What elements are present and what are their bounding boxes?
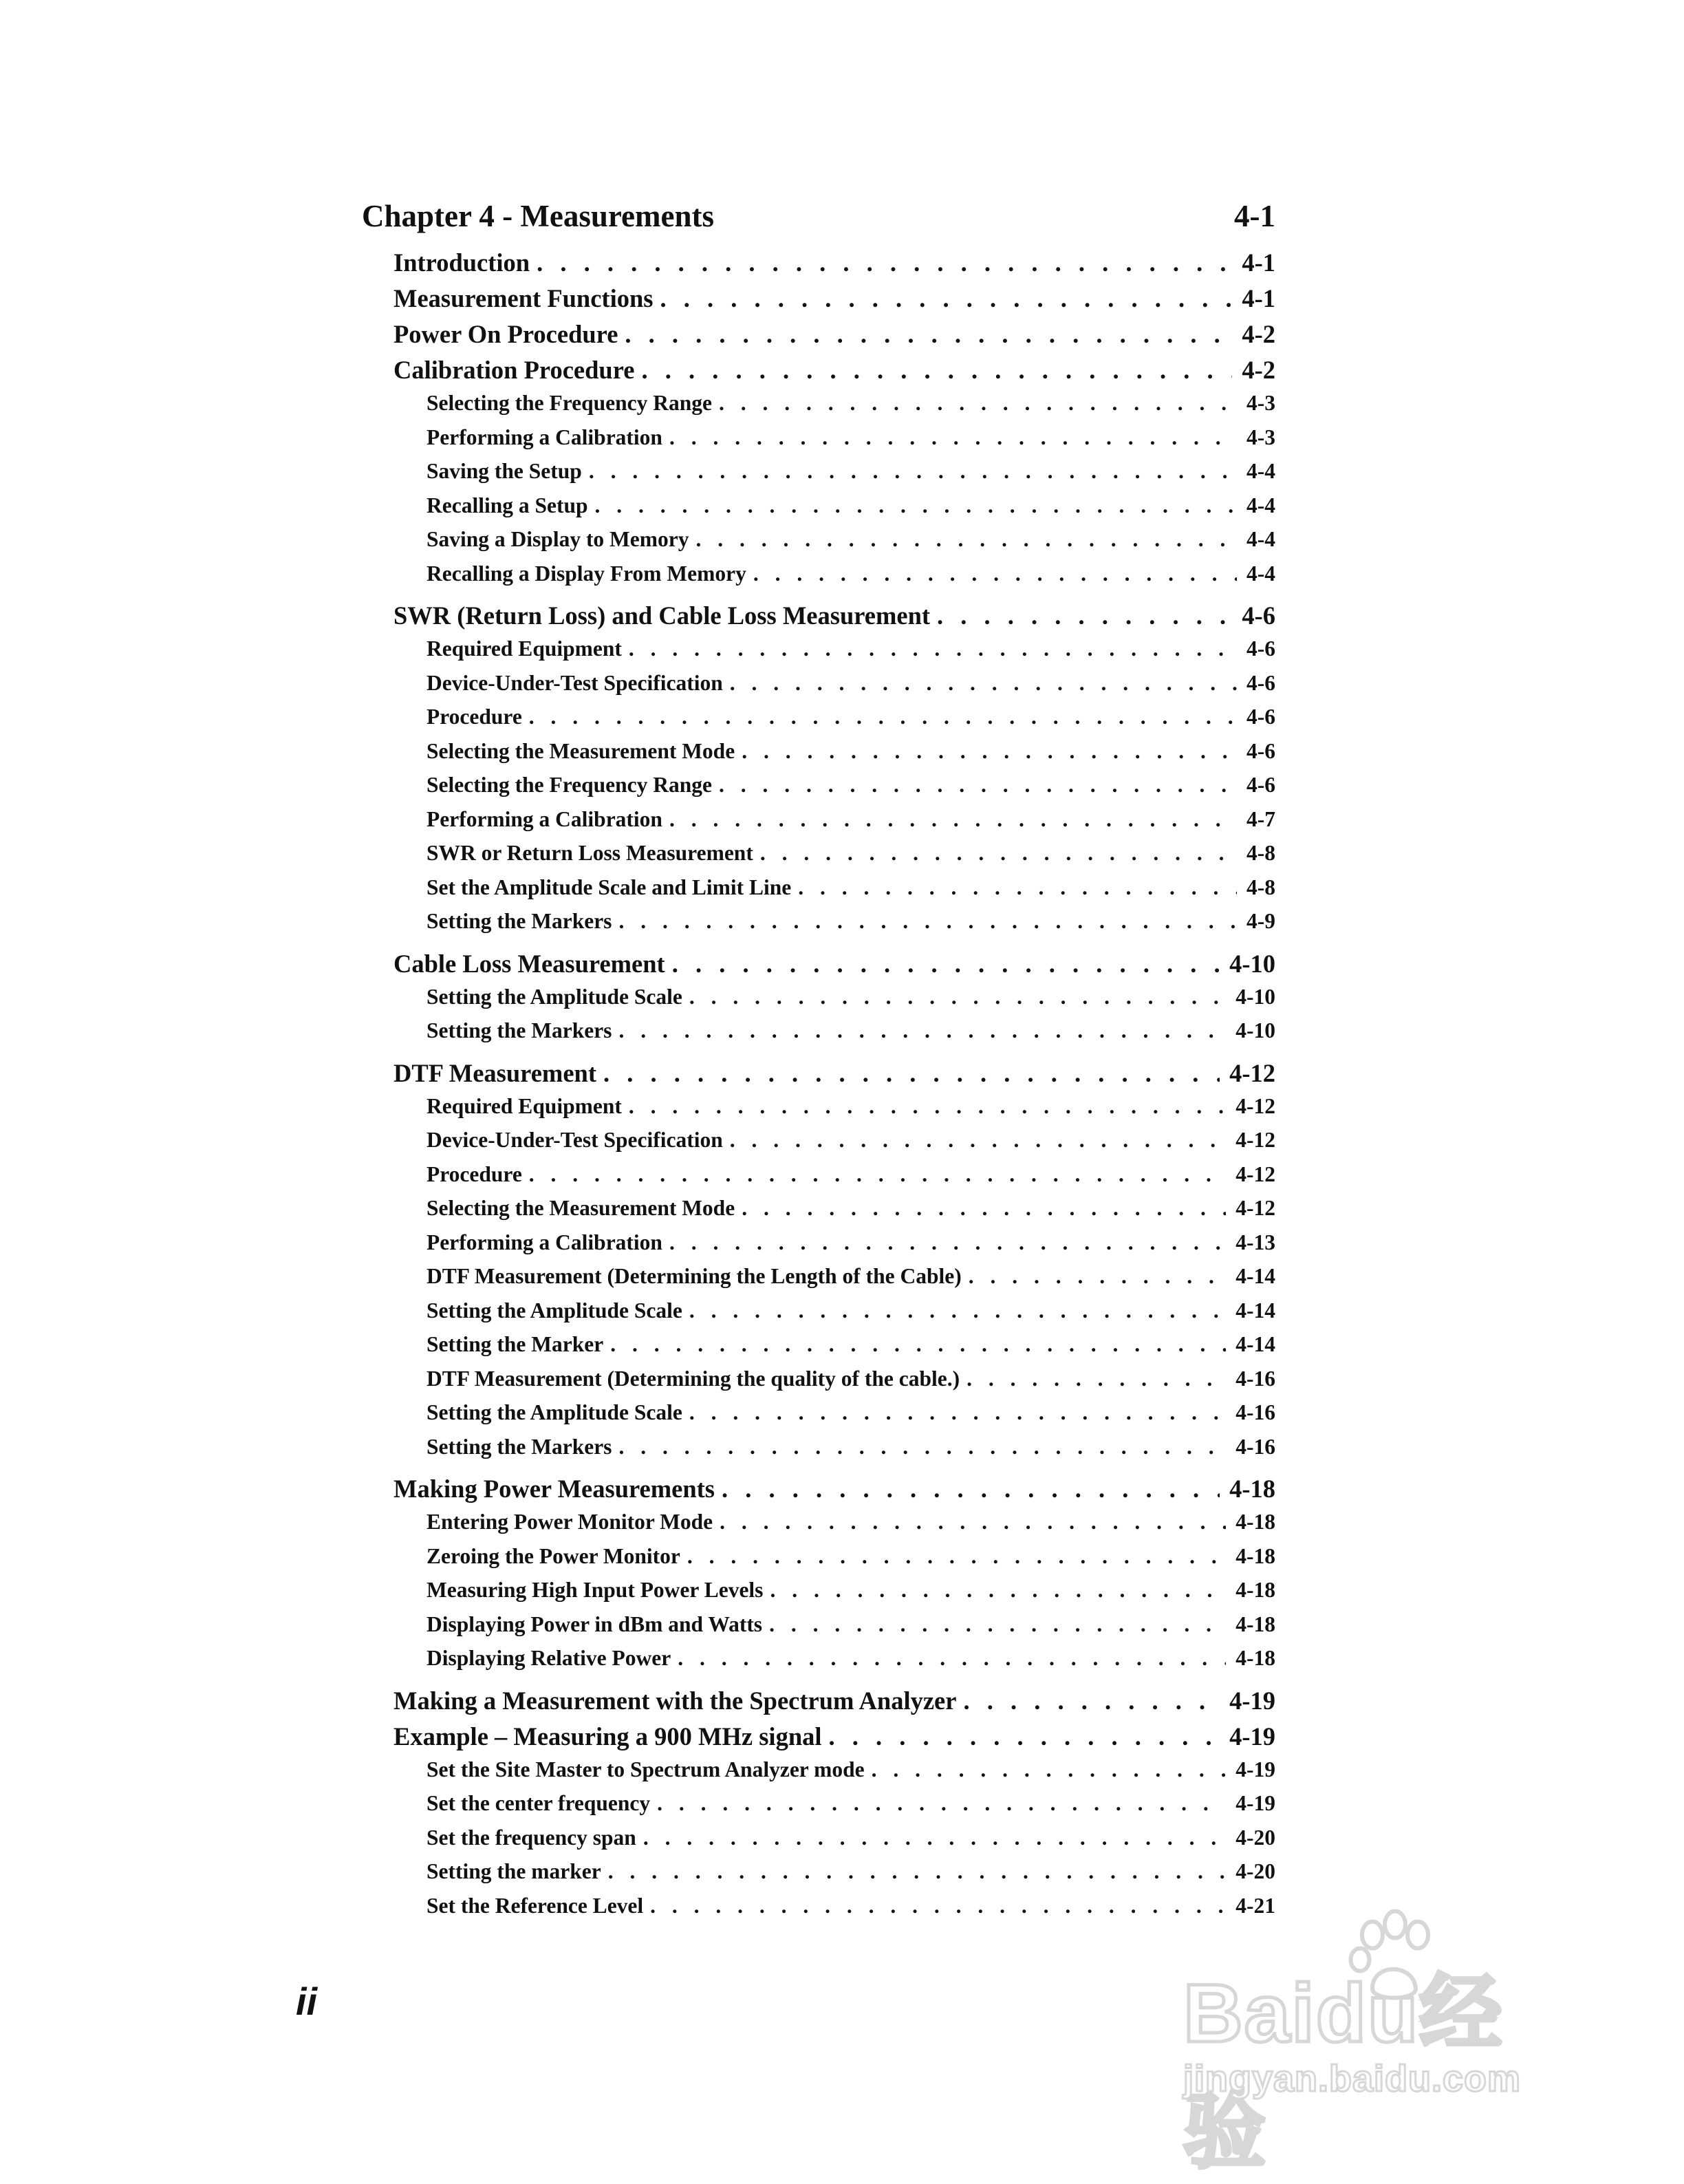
dot-leader [522, 1162, 1226, 1187]
toc-entry-title: Recalling a Display From Memory [427, 561, 746, 586]
toc-subsection-entry[interactable] [427, 459, 1275, 493]
toc-entry-page: 4-8 [1246, 875, 1275, 899]
toc-entry-title: Zeroing the Power Monitor [427, 1543, 680, 1568]
dot-leader [865, 1757, 1227, 1782]
toc-entry-page: 4-12 [1235, 1093, 1275, 1118]
toc-entry-title: Selecting the Frequency Range [427, 391, 712, 415]
toc-entry-title: Performing a Calibration [427, 425, 662, 449]
toc-entry-page: 4-18 [1235, 1543, 1275, 1568]
toc-section-entry[interactable] [393, 355, 1275, 391]
toc-subsection-entry[interactable] [427, 1612, 1275, 1647]
toc-entry-title: Measurement Functions [393, 284, 654, 312]
toc-entry-page: 4-14 [1235, 1298, 1275, 1323]
toc-subsection-entry[interactable] [427, 807, 1275, 842]
dot-leader [588, 493, 1237, 518]
dot-leader [723, 671, 1237, 696]
toc-entry-title: Entering Power Monitor Mode [427, 1510, 713, 1534]
toc-entry-page: 4-4 [1246, 561, 1275, 586]
toc-section-entry[interactable] [393, 949, 1275, 985]
toc-entry-title: Procedure [427, 705, 522, 729]
toc-entry-title: Recalling a Setup [427, 493, 588, 517]
toc-entry-title: Procedure [427, 1161, 522, 1186]
toc-subsection-entry[interactable] [427, 1435, 1275, 1469]
dot-leader [962, 1264, 1227, 1289]
toc-entry-title: Introduction [393, 248, 530, 277]
toc-subsection-entry[interactable] [427, 1018, 1275, 1053]
dot-leader [682, 1298, 1226, 1323]
toc-entry-page: 4-3 [1246, 425, 1275, 449]
toc-entry-page: 4-18 [1229, 1475, 1275, 1503]
toc-subsection-entry[interactable] [427, 1859, 1275, 1894]
toc-entry-title: Power On Procedure [393, 320, 618, 348]
toc-entry-title: DTF Measurement [393, 1058, 596, 1087]
toc-entry-page: 4-8 [1246, 841, 1275, 865]
toc-entry-title: Displaying Relative Power [427, 1646, 671, 1670]
toc-entry-title: Making a Measurement with the Spectrum Analyzer [393, 1686, 957, 1715]
dot-leader [622, 636, 1237, 661]
toc-entry-title: DTF Measurement (Determining the Length of the Cable) [427, 1264, 962, 1288]
toc-entry-page: 4-3 [1246, 391, 1275, 415]
toc-subsection-entry[interactable] [427, 493, 1275, 528]
toc-entry-title: Setting the Amplitude Scale [427, 1400, 682, 1424]
dot-leader [612, 909, 1237, 934]
toc-subsection-entry[interactable] [427, 1332, 1275, 1367]
toc-subsection-entry[interactable] [427, 527, 1275, 561]
toc-entry-title: Required Equipment [427, 636, 622, 661]
toc-section-entry[interactable] [393, 1686, 1275, 1722]
toc-subsection-entry[interactable] [427, 391, 1275, 425]
toc-entry-page: 4-1 [1242, 248, 1275, 277]
toc-entry-page: 4-2 [1242, 320, 1275, 348]
toc-entry-title: Set the center frequency [427, 1791, 651, 1815]
toc-entry-title: Saving the Setup [427, 459, 582, 483]
dot-leader [712, 773, 1237, 797]
toc-entry-title: Set the Site Master to Spectrum Analyzer mode [427, 1757, 865, 1781]
toc-entry-title: Selecting the Measurement Mode [427, 1196, 735, 1220]
toc-entry-page: 4-10 [1235, 984, 1275, 1009]
dot-leader [713, 1510, 1226, 1534]
dot-leader [622, 1094, 1226, 1119]
toc-entry-title: Device-Under-Test Specification [427, 1128, 723, 1152]
toc-subsection-entry[interactable] [427, 909, 1275, 943]
toc-entry-page: 4-20 [1235, 1859, 1275, 1883]
toc-subsection-entry[interactable] [427, 739, 1275, 773]
toc-entry-title: Set the frequency span [427, 1825, 636, 1850]
toc-subsection-entry[interactable] [427, 1757, 1275, 1792]
toc-section-entry[interactable] [393, 1058, 1275, 1094]
toc-subsection-entry[interactable] [427, 1510, 1275, 1544]
toc-subsection-entry[interactable] [427, 1128, 1275, 1162]
dot-leader [643, 1894, 1226, 1918]
toc-entry-page: 4-16 [1235, 1434, 1275, 1459]
dot-leader [735, 1196, 1226, 1221]
watermark-logo: Baidu经验 [1183, 1967, 1504, 2178]
toc-subsection-entry[interactable] [427, 1791, 1275, 1826]
toc-entry-page: 4-12 [1235, 1128, 1275, 1152]
toc-subsection-entry[interactable] [427, 561, 1275, 596]
toc-entry-page: 4-19 [1229, 1722, 1275, 1751]
toc-section-entry[interactable] [393, 319, 1275, 355]
toc-subsection-entry[interactable] [427, 1578, 1275, 1612]
toc-subsection-entry[interactable] [427, 1162, 1275, 1197]
dot-leader [612, 1435, 1226, 1459]
toc-entry-title: Selecting the Measurement Mode [427, 738, 735, 763]
toc-entry-title: Setting the Markers [427, 1434, 612, 1459]
dot-leader [636, 1826, 1226, 1850]
toc-entry-title: Setting the Amplitude Scale [427, 984, 682, 1009]
toc-section-entry[interactable] [393, 248, 1275, 283]
toc-subsection-entry[interactable] [427, 1826, 1275, 1860]
toc-subsection-entry[interactable] [427, 705, 1275, 739]
toc-entry-page: 4-6 [1246, 738, 1275, 763]
chapter-title: Chapter 4 - Measurements [362, 199, 715, 233]
toc-entry-page: 4-18 [1235, 1646, 1275, 1670]
toc-subsection-entry[interactable] [427, 1646, 1275, 1680]
toc-entry-page: 4-19 [1235, 1757, 1275, 1781]
dot-leader [689, 527, 1238, 552]
toc-entry-page: 4-19 [1229, 1686, 1275, 1715]
toc-entry-page: 4-2 [1242, 356, 1275, 384]
toc-entry-page: 4-6 [1246, 670, 1275, 695]
dot-leader [753, 841, 1237, 866]
dot-leader [662, 807, 1237, 832]
toc-entry-title: Example – Measuring a 900 MHz signal [393, 1722, 822, 1751]
toc-entry-page: 4-12 [1235, 1161, 1275, 1186]
dot-leader [930, 601, 1232, 630]
toc-subsection-entry[interactable] [427, 636, 1275, 671]
toc-subsection-entry[interactable] [427, 1400, 1275, 1435]
toc-entry-title: Displaying Power in dBm and Watts [427, 1612, 763, 1636]
toc-entry-page: 4-6 [1246, 773, 1275, 797]
toc-subsection-entry[interactable] [427, 1544, 1275, 1578]
toc-subsection-entry[interactable] [427, 1264, 1275, 1298]
dot-leader [634, 355, 1232, 385]
dot-leader [723, 1128, 1227, 1153]
dot-leader [650, 1791, 1226, 1816]
page-number: ii [296, 1980, 318, 2023]
toc-entry-page: 4-13 [1235, 1230, 1275, 1254]
dot-leader [680, 1544, 1226, 1569]
chapter-heading [362, 198, 1275, 234]
dot-leader [653, 283, 1232, 313]
table-of-contents [362, 248, 1275, 1927]
toc-entry-page: 4-19 [1235, 1791, 1275, 1815]
toc-section-entry[interactable] [393, 1474, 1275, 1510]
toc-entry-page: 4-4 [1246, 493, 1275, 517]
toc-entry-title: SWR or Return Loss Measurement [427, 841, 753, 865]
toc-entry-title: Setting the Marker [427, 1332, 604, 1356]
toc-entry-page: 4-12 [1235, 1196, 1275, 1220]
toc-entry-title: Set the Amplitude Scale and Limit Line [427, 875, 792, 899]
toc-entry-title: Making Power Measurements [393, 1475, 715, 1503]
dot-leader [596, 1058, 1220, 1088]
toc-entry-page: 4-4 [1246, 527, 1275, 551]
toc-entry-title: Setting the marker [427, 1859, 601, 1883]
toc-entry-page: 4-10 [1229, 949, 1275, 978]
dot-leader [618, 319, 1232, 349]
dot-leader [715, 1474, 1220, 1503]
chapter-page: 4-1 [1234, 199, 1275, 233]
toc-entry-page: 4-1 [1242, 284, 1275, 312]
toc-entry-page: 4-18 [1235, 1612, 1275, 1636]
dot-leader [682, 985, 1226, 1009]
toc-entry-title: DTF Measurement (Determining the quality of the cable.) [427, 1366, 960, 1391]
toc-entry-title: Cable Loss Measurement [393, 949, 665, 978]
dot-leader [822, 1722, 1220, 1751]
toc-entry-page: 4-9 [1246, 909, 1275, 933]
dot-leader [612, 1018, 1226, 1043]
toc-entry-page: 4-6 [1242, 601, 1275, 630]
toc-subsection-entry[interactable] [427, 1298, 1275, 1333]
toc-entry-page: 4-6 [1246, 636, 1275, 661]
toc-entry-page: 4-12 [1229, 1058, 1275, 1087]
dot-leader [662, 425, 1237, 450]
dot-leader [682, 1400, 1226, 1425]
toc-section-entry[interactable] [393, 601, 1275, 636]
toc-entry-page: 4-4 [1246, 459, 1275, 483]
dot-leader [763, 1578, 1226, 1603]
dot-leader [960, 1367, 1226, 1391]
toc-section-entry[interactable] [393, 1722, 1275, 1757]
dot-leader [735, 739, 1237, 764]
toc-entry-title: Required Equipment [427, 1093, 622, 1118]
toc-entry-page: 4-16 [1235, 1400, 1275, 1424]
toc-entry-page: 4-21 [1235, 1893, 1275, 1918]
toc-entry-page: 4-20 [1235, 1825, 1275, 1850]
toc-subsection-entry[interactable] [427, 1230, 1275, 1265]
dot-leader [662, 1230, 1226, 1255]
toc-subsection-entry[interactable] [427, 985, 1275, 1019]
toc-entry-title: Performing a Calibration [427, 806, 662, 831]
dot-leader [522, 705, 1237, 729]
toc-entry-title: Setting the Markers [427, 1018, 612, 1042]
watermark-url: jingyan.baidu.com [1183, 2058, 1522, 2099]
dot-leader [762, 1612, 1226, 1637]
toc-subsection-entry[interactable] [427, 875, 1275, 910]
toc-entry-page: 4-14 [1235, 1332, 1275, 1356]
toc-entry-title: Set the Reference Level [427, 1893, 644, 1918]
toc-entry-title: Setting the Markers [427, 909, 612, 933]
toc-entry-title: Device-Under-Test Specification [427, 670, 723, 695]
toc-subsection-entry[interactable] [427, 841, 1275, 875]
toc-subsection-entry[interactable] [427, 1196, 1275, 1230]
toc-entry-title: Performing a Calibration [427, 1230, 662, 1254]
baidu-watermark [1169, 1906, 1582, 2178]
dot-leader [601, 1859, 1227, 1884]
toc-entry-page: 4-18 [1235, 1510, 1275, 1534]
toc-entry-title: Calibration Procedure [393, 356, 635, 384]
toc-entry-title: Selecting the Frequency Range [427, 773, 712, 797]
toc-entry-title: SWR (Return Loss) and Cable Loss Measurement [393, 601, 931, 630]
toc-subsection-entry[interactable] [427, 1367, 1275, 1401]
dot-leader [956, 1686, 1220, 1715]
dot-leader [746, 561, 1237, 586]
dot-leader [671, 1646, 1226, 1671]
dot-leader [530, 248, 1232, 277]
toc-entry-page: 4-16 [1235, 1366, 1275, 1391]
toc-subsection-entry[interactable] [427, 1094, 1275, 1128]
toc-entry-page: 4-10 [1235, 1018, 1275, 1042]
toc-subsection-entry[interactable] [427, 773, 1275, 807]
dot-leader [582, 459, 1237, 484]
toc-entry-title: Measuring High Input Power Levels [427, 1578, 764, 1602]
toc-entry-title: Setting the Amplitude Scale [427, 1298, 682, 1323]
toc-entry-page: 4-18 [1235, 1578, 1275, 1602]
toc-subsection-entry[interactable] [427, 1894, 1275, 1928]
dot-leader [603, 1332, 1226, 1357]
toc-subsection-entry[interactable] [427, 425, 1275, 460]
dot-leader [712, 391, 1237, 416]
toc-entry-title: Saving a Display to Memory [427, 527, 689, 551]
toc-subsection-entry[interactable] [427, 671, 1275, 705]
toc-entry-page: 4-7 [1246, 806, 1275, 831]
toc-entry-page: 4-14 [1235, 1264, 1275, 1288]
toc-section-entry[interactable] [393, 283, 1275, 319]
dot-leader [665, 949, 1220, 978]
dot-leader [791, 875, 1237, 900]
toc-entry-page: 4-6 [1246, 705, 1275, 729]
